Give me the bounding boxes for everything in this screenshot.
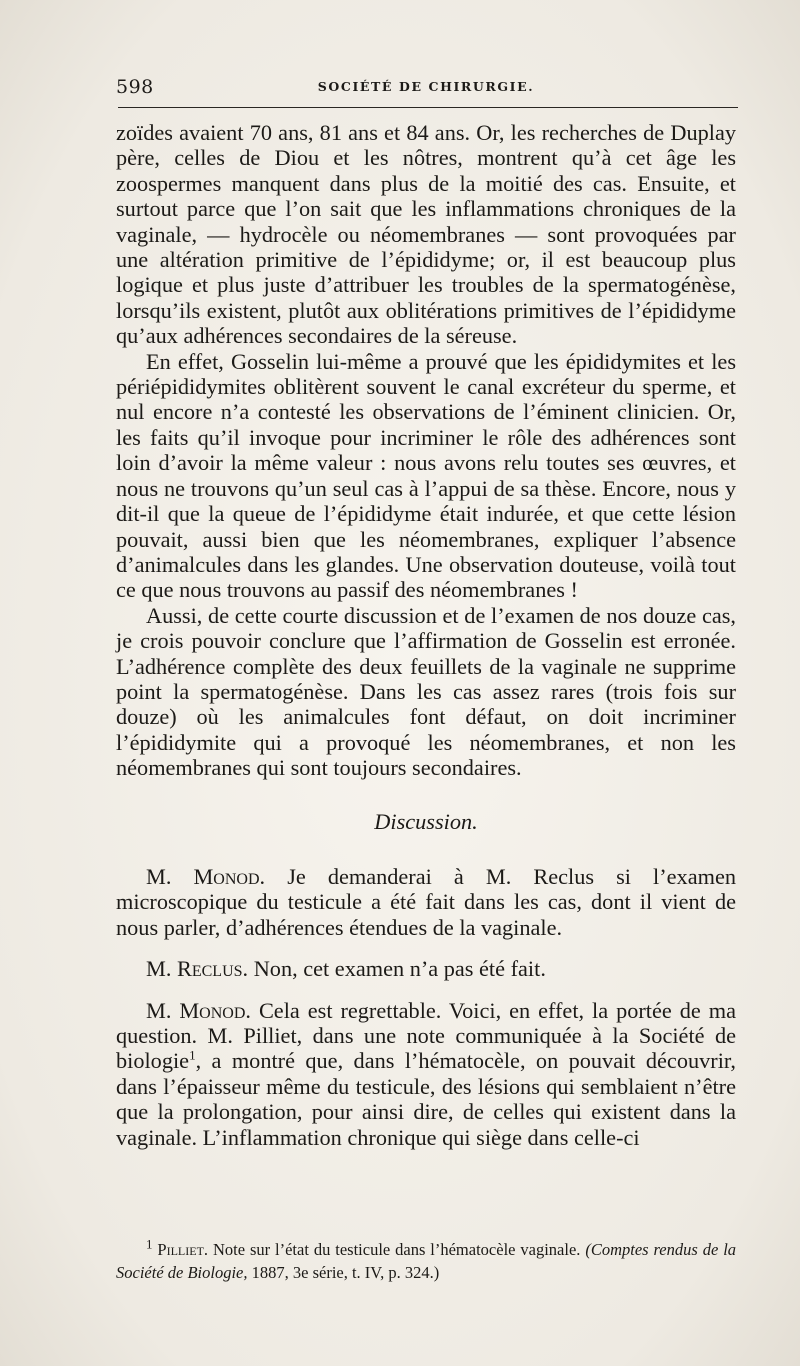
speech-monod-1: [116, 864, 736, 940]
speaker-name: Monod.: [193, 863, 266, 889]
main-text: [116, 120, 736, 1150]
page-number: 598: [116, 76, 154, 98]
footnote-source: (Comptes rendus de la Société de Biologie,: [116, 1240, 737, 1282]
speaker-name: Reclus.: [176, 956, 249, 982]
paragraph-conclusion: Aussi, de cette courte discussion et de l’examen de nos douze cas, je crois pouvoir conclure que l’affirmation de Gosselin est erronée. L’adhérence complète des deux feuillets de la vaginale ne supprime point la spermatogénèse. Dans les cas assez rares (trois fois sur douze) où les animalcules font défaut, on doit incriminer l’épididymite qui a provoqué les néomembranes, et non les néomembranes qui sont toujours secondaires.: [116, 602, 736, 781]
header-rule: [118, 107, 738, 108]
speech-text: Cela est regrettable. Voici, en effet, la portée de ma question. M. Pilliet, dans une note communiquée à la Société de biologie: [116, 997, 736, 1074]
footnote-source-rest: 1887, 3e série, t. IV, p. 324.): [251, 1263, 440, 1282]
footnote-author: Pilliet.: [157, 1240, 209, 1259]
speech-text: Non, cet examen n’a pas été fait.: [253, 956, 546, 982]
speaker-title: M.: [146, 863, 172, 889]
footnote-text: Note sur l’état du testicule dans l’hématocèle vaginale.: [212, 1240, 581, 1259]
section-heading: Discussion.: [374, 808, 478, 834]
footnote-mark: 1: [146, 1236, 153, 1252]
running-head: SOCIÉTÉ DE CHIRURGIE.: [317, 79, 535, 94]
speaker-title: M.: [146, 956, 172, 982]
footnote: [116, 1238, 736, 1284]
speaker-title: M.: [146, 997, 172, 1023]
footnote-reference: 1: [189, 1047, 196, 1063]
speech-monod-2: [116, 998, 736, 1150]
speaker-name: Monod.: [179, 997, 251, 1023]
paragraph-continued: zoïdes avaient 70 ans, 81 ans et 84 ans. Or, les recherches de Duplay père, celles de Diou et les nôtres, montrent qu’à cet âge les zoospermes manquent dans plus de la moitié des cas. Ensuite, et surtout parce que l’on sait que les inflammations chroniques de la vaginale, — hydrocèle ou néomembranes — sont provoquées par une altération primitive de l’épididyme; or, il est beaucoup plus logique et plus juste d’attribuer les troubles de la spermatogénèse, lorsqu’ils existent, plutôt aux oblitérations primitives de l’épididyme qu’aux adhérences secondaires de la séreuse.: [116, 120, 736, 349]
footnotes: [116, 1238, 736, 1284]
speech-reclus: [116, 956, 736, 981]
page-header: [116, 76, 736, 104]
speech-text: Je demanderai à M. Reclus si l’examen microscopique du testicule a été fait dans les cas, dont il vient de nous parler, d’adhérences étendues de la vaginale.: [116, 863, 736, 940]
speech-text-cont: , a montré que, dans l’hématocèle, on pouvait découvrir, dans l’épaisseur même du testicule, des lésions qui semblaient n’être que la prolongation, pour ainsi dire, de celles qui existent dans la vaginale. L’inflammation chronique qui siège dans celle-ci: [116, 1048, 736, 1150]
paragraph-gosselin: En effet, Gosselin lui-même a prouvé que les épididymites et les périépididymites oblitèrent souvent le canal excréteur du sperme, et nul encore n’a contesté les observations de l’éminent clinicien. Or, les faits qu’il invoque pour incriminer le rôle des adhérences sont loin d’avoir la même valeur : nous avons relu toutes ses œuvres, et nous ne trouvons qu’un seul cas à l’appui de sa thèse. Encore, nous y dit-il que la queue de l’épididyme était indurée, et que cette lésion pouvait, aussi bien que les néomembranes, expliquer l’absence d’animalcules dans les glandes. Une observation douteuse, voilà tout ce que nous trouvons au passif des néomembranes !: [116, 348, 736, 603]
